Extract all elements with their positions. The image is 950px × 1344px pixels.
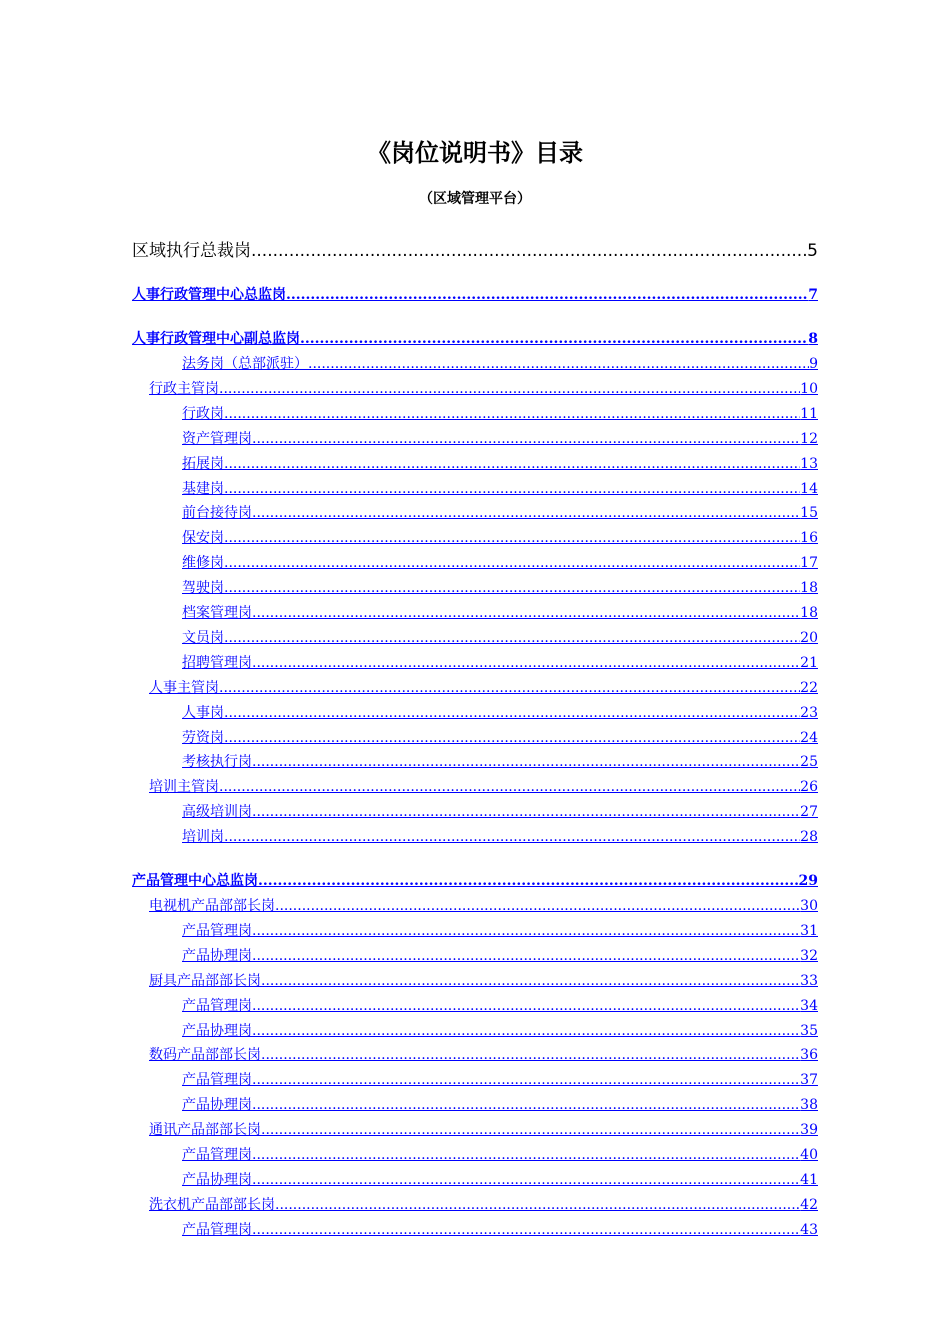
toc-dot-leader: [224, 729, 800, 747]
toc-dot-leader: [261, 1046, 800, 1064]
toc-dot-leader: [252, 604, 800, 622]
toc-entry-page-number: 8: [808, 331, 818, 347]
toc-entry-page-number: 33: [800, 972, 818, 989]
toc-dot-leader: [261, 1121, 800, 1139]
toc-dot-leader: [252, 997, 800, 1015]
toc-dot-leader: [252, 803, 800, 821]
toc-entry-page-number: 29: [798, 873, 818, 890]
toc-dot-leader: [224, 480, 800, 498]
toc-dot-leader: [252, 504, 800, 522]
toc-dot-leader: [252, 1096, 800, 1114]
toc-entry-page-number: 24: [800, 729, 818, 746]
toc-dot-leader: [224, 629, 800, 647]
toc-entry-page-number: 22: [800, 679, 818, 696]
toc-entry-label: 产品管理岗: [182, 1072, 252, 1089]
toc-entry-page-number: 42: [800, 1196, 818, 1213]
toc-entry[interactable]: [182, 405, 818, 423]
toc-entry-page-number: 41: [800, 1171, 818, 1188]
toc-entry-page-number: 20: [800, 629, 818, 646]
toc-entry-page-number: 5: [807, 241, 818, 261]
toc-dot-leader: [252, 1171, 800, 1189]
toc-entry: [132, 240, 818, 262]
toc-entry[interactable]: [182, 753, 818, 771]
toc-entry-page-number: 17: [800, 555, 818, 572]
toc-dot-leader: [252, 1071, 800, 1089]
toc-entry-label: 培训主管岗: [149, 779, 219, 796]
toc-entry-page-number: 25: [800, 754, 818, 771]
toc-dot-leader: [261, 972, 800, 990]
toc-entry-label: 招聘管理岗: [182, 654, 252, 671]
toc-entry[interactable]: [132, 330, 818, 348]
toc-entry-page-number: 35: [800, 1022, 818, 1039]
toc-entry[interactable]: [132, 872, 818, 890]
document-title: 《岗位说明书》目录: [367, 139, 583, 167]
toc-entry[interactable]: [182, 430, 818, 448]
toc-entry-label: 行政岗: [182, 405, 224, 422]
toc-entry[interactable]: [182, 1096, 818, 1114]
toc-entry-page-number: 28: [800, 829, 818, 846]
toc-entry-label: 产品管理中心总监岗: [132, 873, 258, 890]
toc-entry[interactable]: [182, 947, 818, 965]
toc-entry-label: 文员岗: [182, 629, 224, 646]
toc-entry-page-number: 26: [800, 779, 818, 796]
toc-dot-leader: [300, 330, 808, 348]
toc-dot-leader: [224, 405, 800, 423]
toc-entry-page-number: 18: [800, 580, 818, 597]
toc-entry[interactable]: [182, 504, 818, 522]
toc-entry-label: 产品协理岗: [182, 1097, 252, 1114]
toc-entry[interactable]: [182, 579, 818, 597]
toc-entry-label: 劳资岗: [182, 729, 224, 746]
toc-entry-page-number: 23: [800, 704, 818, 721]
toc-entry[interactable]: [182, 922, 818, 940]
toc-entry-page-number: 7: [808, 287, 818, 303]
toc-entry-page-number: 31: [800, 922, 818, 939]
toc-dot-leader: [252, 922, 800, 940]
toc-entry-page-number: 12: [800, 430, 818, 447]
toc-entry-label: 法务岗（总部派驻）: [182, 356, 308, 372]
toc-entry-label: 产品协理岗: [182, 1022, 252, 1039]
toc-entry[interactable]: [182, 355, 818, 373]
toc-dot-leader: [258, 872, 799, 890]
toc-entry-page-number: 18: [800, 605, 818, 621]
toc-entry-label: 驾驶岗: [182, 580, 224, 597]
toc-entry-page-number: 36: [800, 1047, 818, 1064]
toc-entry[interactable]: [182, 1022, 818, 1040]
toc-entry[interactable]: [182, 1221, 818, 1239]
toc-entry-label: 产品管理岗: [182, 997, 252, 1014]
toc-entry-page-number: 39: [800, 1122, 818, 1139]
toc-entry-label: 资产管理岗: [182, 430, 252, 447]
toc-dot-leader: [251, 240, 807, 262]
toc-entry-label: 人事主管岗: [149, 679, 219, 696]
toc-dot-leader: [224, 704, 800, 722]
toc-entry[interactable]: [132, 286, 818, 304]
toc-dot-leader: [252, 947, 800, 965]
toc-entry-label: 区域执行总裁岗: [132, 241, 251, 261]
toc-entry-label: 保安岗: [182, 530, 224, 547]
toc-dot-leader: [224, 529, 800, 547]
toc-entry-page-number: 15: [800, 505, 818, 522]
toc-entry[interactable]: [149, 380, 818, 398]
toc-entry-page-number: 16: [800, 530, 818, 547]
toc-entry-page-number: 43: [800, 1221, 818, 1238]
toc-dot-leader: [219, 778, 800, 796]
toc-entry-page-number: 30: [800, 898, 818, 914]
table-of-contents: [132, 0, 818, 1344]
toc-dot-leader: [224, 828, 800, 846]
toc-dot-leader: [275, 897, 800, 915]
toc-entry[interactable]: [182, 828, 818, 846]
toc-dot-leader: [224, 455, 800, 473]
toc-entry[interactable]: [182, 1071, 818, 1089]
toc-entry-page-number: 14: [800, 480, 818, 497]
toc-entry[interactable]: [182, 604, 818, 622]
toc-entry-page-number: 21: [800, 654, 818, 671]
toc-entry-label: 高级培训岗: [182, 804, 252, 821]
toc-entry-label: 人事岗: [182, 704, 224, 721]
toc-dot-leader: [308, 355, 809, 373]
toc-dot-leader: [219, 380, 800, 398]
toc-dot-leader: [252, 1221, 800, 1239]
toc-entry[interactable]: [149, 778, 818, 796]
toc-entry[interactable]: [182, 554, 818, 572]
toc-entry-page-number: 9: [809, 356, 818, 372]
toc-entry-label: 前台接待岗: [182, 505, 252, 522]
toc-entry-page-number: 27: [800, 804, 818, 821]
toc-entry-label: 行政主管岗: [149, 380, 219, 397]
toc-entry-label: 产品管理岗: [182, 1221, 252, 1238]
toc-entry[interactable]: [182, 1171, 818, 1189]
toc-entry-label: 电视机产品部部长岗: [149, 898, 275, 914]
toc-entry-page-number: 38: [800, 1097, 818, 1114]
toc-entry[interactable]: [182, 480, 818, 498]
toc-entry-label: 基建岗: [182, 480, 224, 497]
toc-entry-label: 产品协理岗: [182, 1171, 252, 1188]
toc-entry-label: 人事行政管理中心总监岗: [132, 287, 286, 303]
toc-dot-leader: [252, 1022, 800, 1040]
toc-entry-label: 拓展岗: [182, 455, 224, 472]
toc-entry-page-number: 34: [800, 997, 818, 1014]
toc-entry-label: 考核执行岗: [182, 754, 252, 771]
toc-entry-label: 档案管理岗: [182, 605, 252, 621]
toc-entry[interactable]: [182, 529, 818, 547]
toc-dot-leader: [224, 579, 800, 597]
toc-dot-leader: [275, 1196, 800, 1214]
toc-dot-leader: [286, 286, 808, 304]
toc-entry[interactable]: [182, 704, 818, 722]
toc-entry-label: 数码产品部部长岗: [149, 1047, 261, 1064]
toc-dot-leader: [224, 554, 800, 572]
toc-entry-page-number: 40: [800, 1147, 818, 1163]
toc-entry-label: 人事行政管理中心副总监岗: [132, 331, 300, 347]
toc-entry-label: 洗衣机产品部部长岗: [149, 1196, 275, 1213]
toc-dot-leader: [219, 679, 800, 697]
toc-entry-page-number: 37: [800, 1072, 818, 1089]
toc-entry[interactable]: [182, 455, 818, 473]
toc-entry-label: 厨具产品部部长岗: [149, 972, 261, 989]
toc-entry[interactable]: [182, 654, 818, 672]
toc-dot-leader: [252, 1146, 800, 1164]
toc-entry[interactable]: [149, 1046, 818, 1064]
toc-entry-page-number: 13: [800, 455, 818, 472]
toc-entry[interactable]: [182, 997, 818, 1015]
toc-dot-leader: [252, 654, 800, 672]
toc-dot-leader: [252, 430, 800, 448]
toc-entry-label: 产品管理岗: [182, 1147, 252, 1163]
toc-entry[interactable]: [182, 729, 818, 747]
toc-entry-label: 维修岗: [182, 555, 224, 572]
toc-entry-label: 产品协理岗: [182, 947, 252, 964]
toc-entry[interactable]: [149, 679, 818, 697]
toc-entry[interactable]: [149, 1121, 818, 1139]
document-subtitle: （区域管理平台）: [419, 191, 531, 207]
toc-entry[interactable]: [149, 972, 818, 990]
toc-entry-label: 培训岗: [182, 829, 224, 846]
toc-dot-leader: [252, 753, 800, 771]
toc-entry-page-number: 32: [800, 947, 818, 964]
toc-entry-label: 通讯产品部部长岗: [149, 1122, 261, 1139]
toc-entry[interactable]: [149, 1196, 818, 1214]
toc-entry[interactable]: [182, 803, 818, 821]
toc-entry-label: 产品管理岗: [182, 922, 252, 939]
toc-entry[interactable]: [182, 1146, 818, 1164]
toc-entry-page-number: 10: [800, 380, 818, 397]
toc-entry[interactable]: [149, 897, 818, 915]
toc-entry[interactable]: [182, 629, 818, 647]
toc-entry-page-number: 11: [800, 405, 818, 422]
